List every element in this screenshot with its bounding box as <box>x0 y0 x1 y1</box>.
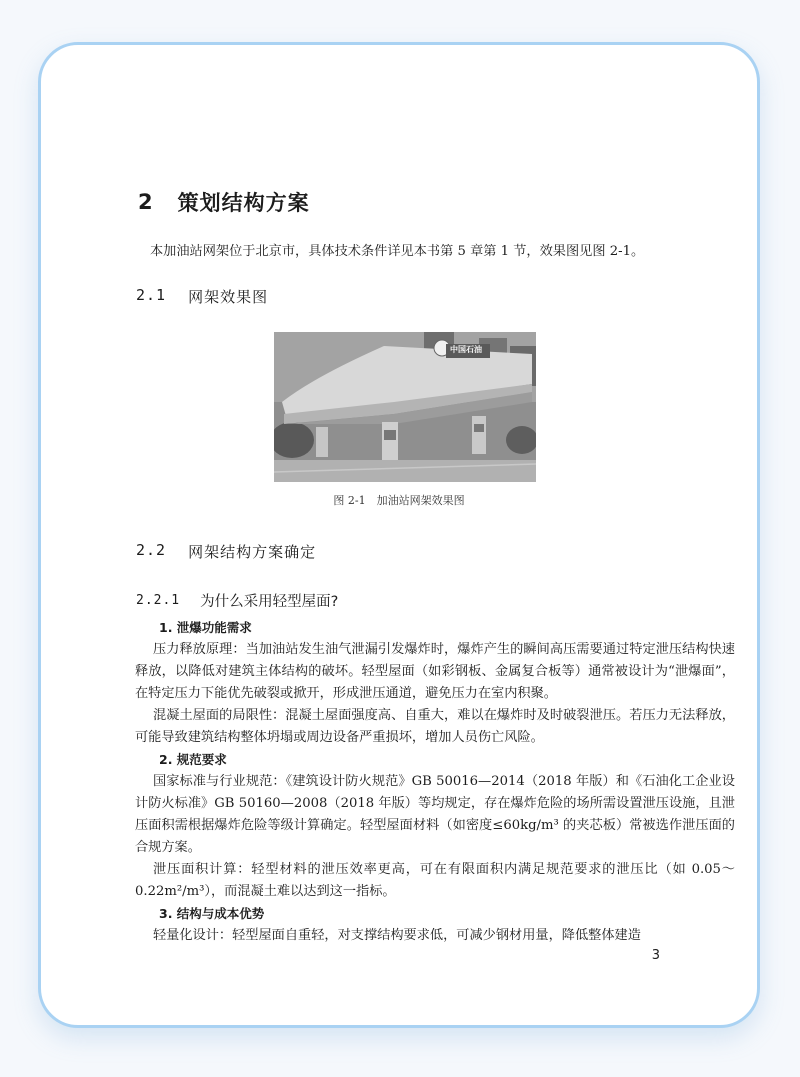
section-number: 2.1 <box>136 286 167 304</box>
paragraph: 国家标准与行业规范：《建筑设计防火规范》GB 50016—2014（2018 年版）和《石油化工企业设计防火标准》GB 50160—2008（2018 年版）等均规定，存在爆炸危险的场所需设置泄压设施，且泄压面积需根据爆炸危险等级计算确定。轻型屋面材料（如密度≤60kg/m³ 的夹芯板）常被选作泄压面的合规方案。 <box>135 774 735 855</box>
chapter-title: 策划结构方案 <box>177 191 310 215</box>
section-title: 网架结构方案确定 <box>188 543 317 561</box>
sign-text: 中国石油 <box>450 345 482 354</box>
chapter-heading <box>138 187 310 217</box>
gas-station-photo <box>274 332 536 482</box>
paragraph: 混凝土屋面的局限性：混凝土屋面强度高、自重大，难以在爆炸时及时破裂泄压。若压力无法释放，可能导致建筑结构整体坍塌或周边设备严重损坏，增加人员伤亡风险。 <box>135 708 735 745</box>
section-number: 2.2 <box>136 541 167 559</box>
figure-caption: 图 2-1 加油站网架效果图 <box>333 494 465 507</box>
body-text <box>135 617 735 947</box>
paragraph: 泄压面积计算：轻型材料的泄压效率更高，可在有限面积内满足规范要求的泄压比（如 0.05～0.22m²/m³），而混凝土难以达到这一指标。 <box>135 862 735 899</box>
page-number: 3 <box>651 948 660 963</box>
page-card <box>38 42 760 1028</box>
intro-paragraph: 本加油站网架位于北京市，具体技术条件详见本书第 5 章第 1 节，效果图见图 2-1。 <box>150 244 645 259</box>
subsection-number: 2.2.1 <box>136 593 181 608</box>
page-content <box>41 45 757 1025</box>
subsection-2-2-1-heading <box>136 590 338 611</box>
point-heading-2: 2. 规范要求 <box>159 752 227 767</box>
point-heading-3: 3. 结构与成本优势 <box>159 906 265 921</box>
paragraph: 压力释放原理：当加油站发生油气泄漏引发爆炸时，爆炸产生的瞬间高压需要通过特定泄压结构快速释放，以降低对建筑主体结构的破坏。轻型屋面（如彩钢板、金属复合板等）通常被设计为“泄爆面”，在特定压力下能优先破裂或掀开，形成泄压通道，避免压力在室内积聚。 <box>135 642 735 701</box>
subsection-title: 为什么采用轻型屋面? <box>200 594 339 610</box>
section-2-2-heading <box>136 541 316 562</box>
section-2-1-heading <box>136 286 268 307</box>
point-heading-1: 1. 泄爆功能需求 <box>159 620 252 635</box>
chapter-number: 2 <box>138 190 154 214</box>
section-title: 网架效果图 <box>188 288 269 306</box>
paragraph: 轻量化设计：轻型屋面自重轻，对支撑结构要求低，可减少钢材用量，降低整体建造 <box>153 928 641 943</box>
